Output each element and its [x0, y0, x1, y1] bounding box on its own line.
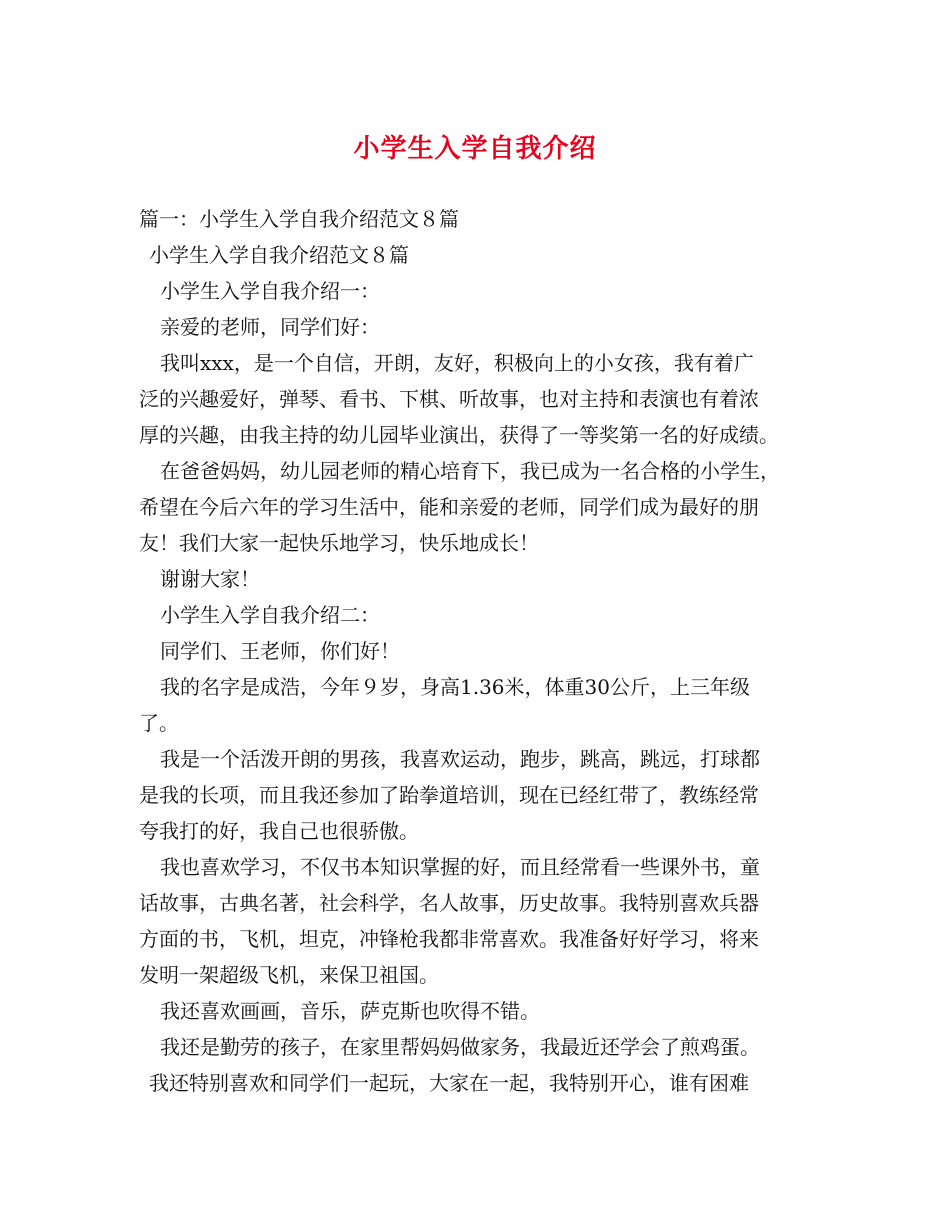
- text-line: 希望在今后六年的学习生活中，能和亲爱的老师，同学们成为最好的朋: [139, 495, 759, 519]
- text-line: 话故事，古典名著，社会科学，名人故事，历史故事。我特别喜欢兵器: [139, 891, 759, 915]
- text-line: 我是一个活泼开朗的男孩，我喜欢运动，跑步，跳高，跳远，打球都: [160, 747, 760, 771]
- text-line: 我的名字是成浩，今年９岁，身高1.36米，体重30公斤，上三年级: [160, 675, 750, 699]
- text-line: 我也喜欢学习，不仅书本知识掌握的好，而且经常看一些课外书，童: [160, 855, 760, 879]
- text-line: 发明一架超级飞机，来保卫祖国。: [139, 963, 439, 987]
- text-line: 同学们、王老师，你们好！: [160, 639, 400, 663]
- document-title: 小学生入学自我介绍: [353, 134, 597, 164]
- text-line: 泛的兴趣爱好，弹琴、看书、下棋、听故事，也对主持和表演也有着浓: [139, 387, 759, 411]
- text-line: 我还喜欢画画，音乐，萨克斯也吹得不错。: [160, 999, 540, 1023]
- text-line: 友！我们大家一起快乐地学习，快乐地成长！: [139, 531, 539, 555]
- text-line: 小学生入学自我介绍二：: [160, 603, 380, 627]
- text-line: 夸我打的好，我自己也很骄傲。: [139, 819, 419, 843]
- text-line: 谢谢大家！: [160, 567, 260, 591]
- text-line: 我还特别喜欢和同学们一起玩，大家在一起，我特别开心，谁有困难: [149, 1071, 749, 1095]
- text-line: 在爸爸妈妈，幼儿园老师的精心培育下，我已成为一名合格的小学生，: [160, 459, 780, 483]
- text-line: 了。: [139, 711, 179, 735]
- text-line: 小学生入学自我介绍范文８篇: [149, 243, 409, 267]
- text-line: 我还是勤劳的孩子，在家里帮妈妈做家务，我最近还学会了煎鸡蛋。: [160, 1035, 760, 1059]
- text-line: 篇一：小学生入学自我介绍范文８篇: [139, 207, 459, 231]
- text-line: 亲爱的老师，同学们好：: [160, 315, 380, 339]
- text-line: 是我的长项，而且我还参加了跆拳道培训，现在已经红带了，教练经常: [139, 783, 759, 807]
- text-line: 小学生入学自我介绍一：: [160, 279, 380, 303]
- text-line: 方面的书，飞机，坦克，冲锋枪我都非常喜欢。我准备好好学习，将来: [139, 927, 759, 951]
- text-line: 厚的兴趣，由我主持的幼儿园毕业演出，获得了一等奖第一名的好成绩。: [139, 423, 779, 447]
- text-line: 我叫xxx，是一个自信，开朗，友好，积极向上的小女孩，我有着广: [160, 351, 754, 375]
